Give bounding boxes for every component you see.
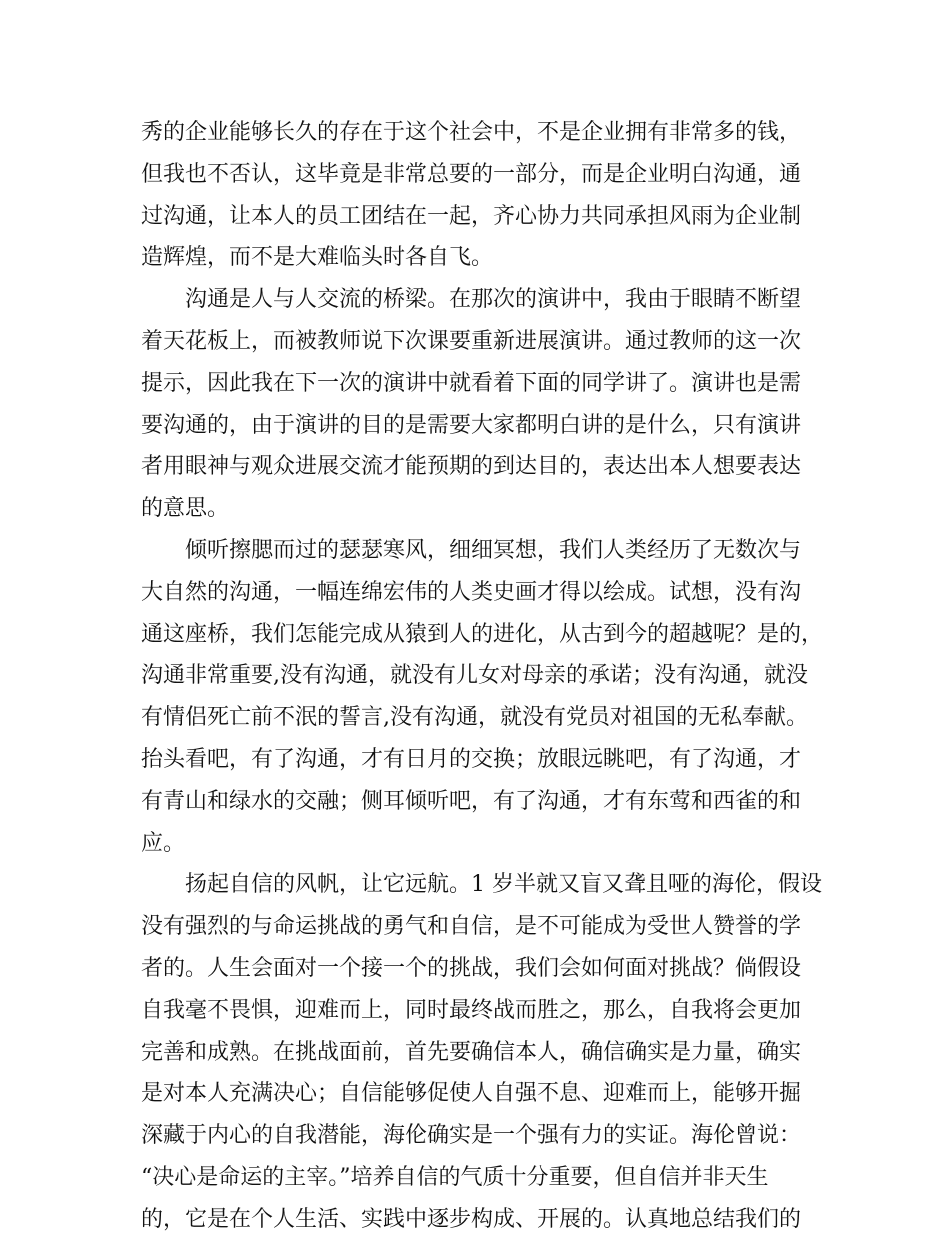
text-line: 沟通非常重要,没有沟通，就没有儿女对母亲的承诺；没有沟通，就没 bbox=[141, 663, 808, 689]
text-line: 着天花板上，而被教师说下次课要重新进展演讲。通过教师的这一次 bbox=[141, 328, 802, 354]
text-line: 提示，因此我在下一次的演讲中就看着下面的同学讲了。演讲也是需 bbox=[141, 370, 802, 396]
paragraph-first-line: 扬起自信的风帆，让它远航。1 岁半就又盲又聋且哑的海伦，假设 bbox=[185, 872, 822, 898]
text-line: 过沟通，让本人的员工团结在一起，齐心协力共同承担风雨为企业制 bbox=[141, 203, 802, 229]
text-line: 通这座桥，我们怎能完成从猿到人的进化，从古到今的超越呢？是的， bbox=[141, 621, 824, 647]
text-line: 者用眼神与观众进展交流才能预期的到达目的，表达出本人想要表达 bbox=[141, 454, 802, 480]
text-line: 没有强烈的与命运挑战的勇气和自信，是不可能成为受世人赞誉的学 bbox=[141, 914, 802, 940]
text-line: 抬头看吧，有了沟通，才有日月的交换；放眼远眺吧，有了沟通，才 bbox=[141, 746, 802, 772]
text-line: 有青山和绿水的交融；侧耳倾听吧，有了沟通，才有东莺和西雀的和 bbox=[141, 788, 802, 814]
text-line: 应。 bbox=[141, 830, 186, 856]
text-line: 完善和成熟。在挑战面前，首先要确信本人，确信确实是力量，确实 bbox=[141, 1039, 802, 1065]
text-line: 者的。人生会面对一个接一个的挑战，我们会如何面对挑战？倘假设 bbox=[141, 955, 802, 981]
text-line: 但我也不否认，这毕竟是非常总要的一部分，而是企业明白沟通，通 bbox=[141, 161, 802, 187]
text-line: 是对本人充满决心；自信能够促使人自强不息、迎难而上，能够开掘 bbox=[141, 1081, 802, 1107]
text-line: 深藏于内心的自我潜能，海伦确实是一个强有力的实证。海伦曾说： bbox=[141, 1123, 802, 1149]
text-line: 大自然的沟通，一幅连绵宏伟的人类史画才得以绘成。试想，没有沟 bbox=[141, 579, 802, 605]
paragraph-first-line: 倾听擦腮而过的瑟瑟寒风，细细冥想，我们人类经历了无数次与 bbox=[185, 537, 802, 563]
text-line: 造辉煌，而不是大难临头时各自飞。 bbox=[141, 245, 494, 271]
text-line: “决心是命运的主宰。”培养自信的气质十分重要，但自信并非天生 bbox=[141, 1164, 769, 1190]
text-line: 秀的企业能够长久的存在于这个社会中，不是企业拥有非常多的钱， bbox=[141, 120, 802, 145]
paragraph-first-line: 沟通是人与人交流的桥梁。在那次的演讲中，我由于眼睛不断望 bbox=[185, 287, 802, 313]
body-text bbox=[141, 112, 824, 1241]
text-line: 有情侣死亡前不泯的誓言,没有沟通，就没有党员对祖国的无私奉献。 bbox=[141, 705, 808, 731]
text-line: 要沟通的，由于演讲的目的是需要大家都明白讲的是什么，只有演讲 bbox=[141, 412, 802, 438]
text-line: 自我毫不畏惧，迎难而上，同时最终战而胜之，那么，自我将会更加 bbox=[141, 997, 802, 1023]
text-line: 的，它是在个人生活、实践中逐步构成、开展的。认真地总结我们的 bbox=[141, 1206, 802, 1232]
text-line: 的意思。 bbox=[141, 496, 230, 522]
